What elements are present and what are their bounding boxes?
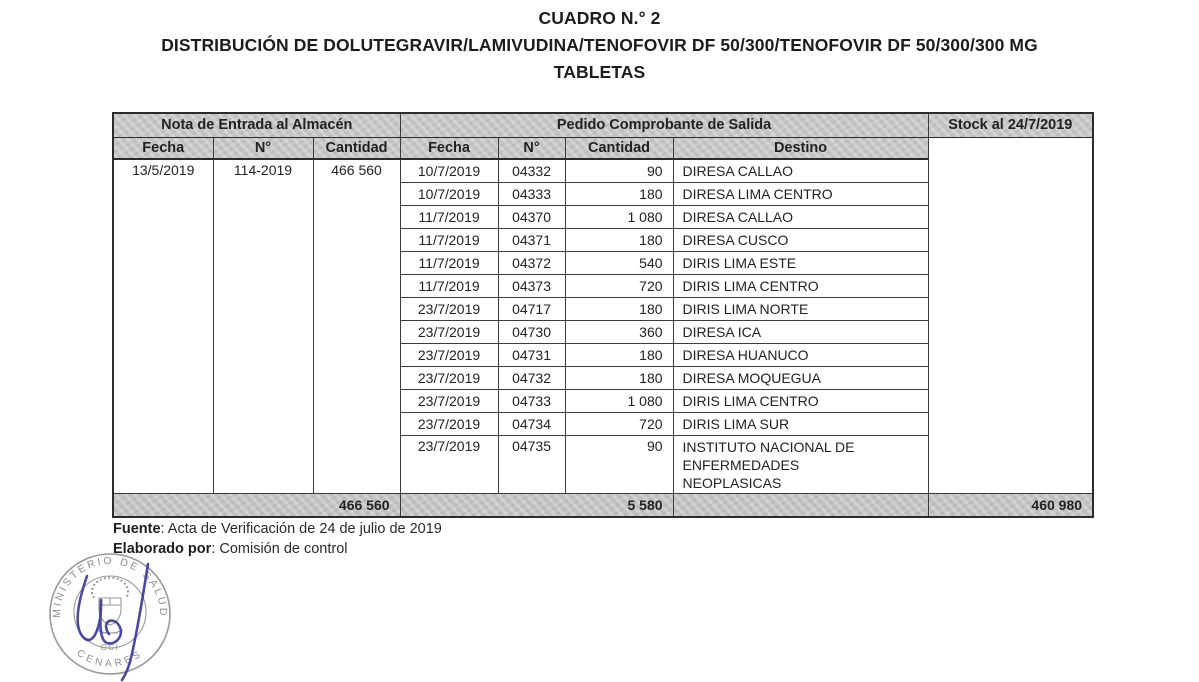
salida-cantidad-cell: 360 — [565, 320, 673, 343]
title-line-3: TABLETAS — [553, 62, 646, 82]
salida-fecha-cell: 23/7/2019 — [400, 343, 498, 366]
col-header-salida-destino: Destino — [673, 137, 928, 159]
distribution-table — [112, 112, 1094, 518]
salida-fecha-cell: 23/7/2019 — [400, 435, 498, 493]
group-header-salida: Pedido Comprobante de Salida — [400, 113, 928, 137]
coat-of-arms-emblem — [92, 578, 128, 633]
fuente-line — [113, 519, 442, 539]
title-line-1: CUADRO N.° 2 — [538, 8, 661, 28]
elaborado-label: Elaborado por — [113, 541, 212, 557]
official-seal — [42, 550, 182, 682]
salida-cantidad-cell: 180 — [565, 297, 673, 320]
salida-numero-cell: 04370 — [498, 205, 565, 228]
total-salida-cantidad: 5 580 — [400, 493, 673, 517]
salida-destino-cell — [673, 435, 928, 493]
salida-cantidad-cell: 180 — [565, 343, 673, 366]
destino-text: DIRESA ICA — [682, 323, 762, 340]
salida-fecha-cell: 23/7/2019 — [400, 389, 498, 412]
elaborado-value: : Comisión de control — [211, 541, 348, 557]
salida-cantidad-cell: 180 — [565, 228, 673, 251]
table-total-row — [113, 493, 1093, 517]
destino-text: DIRESA CALLAO — [682, 162, 794, 179]
col-header-entrada-fecha: Fecha — [113, 137, 213, 159]
total-entrada-cantidad: 466 560 — [113, 493, 400, 517]
fuente-value: : Acta de Verificación de 24 de julio de 2019 — [160, 521, 442, 537]
stamp-text — [51, 555, 169, 669]
salida-fecha-cell: 10/7/2019 — [400, 159, 498, 182]
stamp-text-oci: OCI — [100, 643, 120, 652]
destino-text: DIRESA CALLAO — [682, 208, 794, 225]
destino-text: DIRIS LIMA SUR — [682, 415, 790, 432]
salida-numero-cell: 04735 — [498, 435, 565, 493]
entrada-numero-cell: 114-2019 — [213, 159, 313, 493]
salida-destino-cell — [673, 228, 928, 251]
salida-numero-cell: 04373 — [498, 274, 565, 297]
salida-destino-cell — [673, 297, 928, 320]
stamp-rings — [50, 554, 170, 674]
destino-text: DIRESA CUSCO — [682, 231, 789, 248]
stamp-text-top: MINISTERIO DE SALUD — [50, 554, 170, 619]
salida-destino-cell — [673, 320, 928, 343]
salida-destino-cell — [673, 274, 928, 297]
salida-fecha-cell: 10/7/2019 — [400, 182, 498, 205]
salida-fecha-cell: 23/7/2019 — [400, 366, 498, 389]
salida-fecha-cell: 23/7/2019 — [400, 297, 498, 320]
salida-cantidad-cell: 720 — [565, 274, 673, 297]
destino-text: DIRIS LIMA ESTE — [682, 254, 797, 271]
salida-cantidad-cell: 180 — [565, 366, 673, 389]
total-destino-empty — [673, 493, 928, 517]
salida-destino-cell — [673, 182, 928, 205]
destino-text: DIRIS LIMA NORTE — [682, 300, 809, 317]
salida-fecha-cell: 23/7/2019 — [400, 412, 498, 435]
salida-fecha-cell: 23/7/2019 — [400, 320, 498, 343]
fuente-label: Fuente — [113, 521, 161, 537]
document-title — [0, 5, 1199, 86]
salida-destino-cell — [673, 412, 928, 435]
col-header-salida-numero: N° — [498, 137, 565, 159]
salida-cantidad-cell: 720 — [565, 412, 673, 435]
salida-cantidad-cell: 90 — [565, 435, 673, 493]
total-stock: 460 980 — [928, 493, 1093, 517]
destino-text: INSTITUTO NACIONAL DE ENFERMEDADES NEOPLASICAS — [682, 438, 855, 491]
salida-numero-cell: 04734 — [498, 412, 565, 435]
group-header-stock: Stock al 24/7/2019 — [928, 113, 1093, 137]
entrada-cantidad-cell: 466 560 — [313, 159, 400, 493]
entrada-fecha-cell: 13/5/2019 — [113, 159, 213, 493]
salida-fecha-cell: 11/7/2019 — [400, 228, 498, 251]
salida-fecha-cell: 11/7/2019 — [400, 251, 498, 274]
salida-fecha-cell: 11/7/2019 — [400, 205, 498, 228]
salida-cantidad-cell: 540 — [565, 251, 673, 274]
salida-numero-cell: 04730 — [498, 320, 565, 343]
salida-destino-cell — [673, 251, 928, 274]
group-header-entrada: Nota de Entrada al Almacén — [113, 113, 400, 137]
salida-numero-cell: 04732 — [498, 366, 565, 389]
salida-cantidad-cell: 180 — [565, 182, 673, 205]
table-column-header-row — [113, 137, 1093, 159]
stock-body-cell — [928, 137, 1093, 493]
salida-destino-cell — [673, 389, 928, 412]
salida-numero-cell: 04717 — [498, 297, 565, 320]
destino-text: DIRESA LIMA CENTRO — [682, 185, 833, 202]
col-header-entrada-cantidad: Cantidad — [313, 137, 400, 159]
col-header-salida-cantidad: Cantidad — [565, 137, 673, 159]
destino-text: DIRESA HUANUCO — [682, 346, 809, 363]
salida-destino-cell — [673, 343, 928, 366]
salida-cantidad-cell: 90 — [565, 159, 673, 182]
salida-numero-cell: 04733 — [498, 389, 565, 412]
salida-destino-cell — [673, 366, 928, 389]
salida-cantidad-cell: 1 080 — [565, 205, 673, 228]
title-line-2: DISTRIBUCIÓN DE DOLUTEGRAVIR/LAMIVUDINA/TENOFOVIR DF 50/300/TENOFOVIR DF 50/300/300 MG — [161, 35, 1038, 55]
stamp-text-bottom: CENARES — [74, 647, 146, 670]
salida-numero-cell: 04372 — [498, 251, 565, 274]
col-header-salida-fecha: Fecha — [400, 137, 498, 159]
salida-cantidad-cell: 1 080 — [565, 389, 673, 412]
salida-numero-cell: 04371 — [498, 228, 565, 251]
col-header-entrada-numero: N° — [213, 137, 313, 159]
salida-destino-cell — [673, 205, 928, 228]
salida-numero-cell: 04731 — [498, 343, 565, 366]
destino-text: DIRESA MOQUEGUA — [682, 369, 821, 386]
salida-destino-cell — [673, 159, 928, 182]
destino-text: DIRIS LIMA CENTRO — [682, 277, 819, 294]
salida-fecha-cell: 11/7/2019 — [400, 274, 498, 297]
salida-numero-cell: 04333 — [498, 182, 565, 205]
salida-numero-cell: 04332 — [498, 159, 565, 182]
destino-text: DIRIS LIMA CENTRO — [682, 392, 819, 409]
table-group-header-row — [113, 113, 1093, 137]
